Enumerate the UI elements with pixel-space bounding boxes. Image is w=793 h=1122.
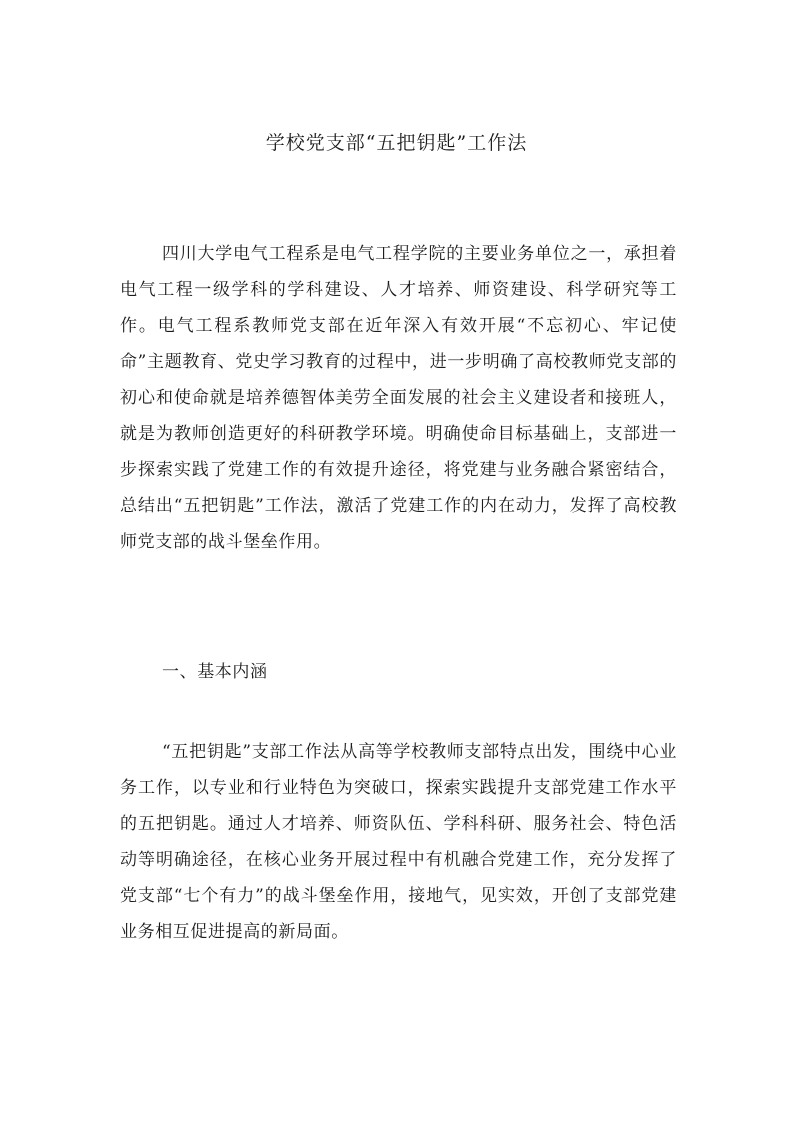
section-paragraph: “五把钥匙”支部工作法从高等学校教师支部特点出发，围绕中心业务工作，以专业和行业特色为突破口，探索实践提升支部党建工作水平的五把钥匙。通过人才培养、师资队伍、学科科研、服务社会、特色活动等明确途径，在核心业务开展过程中有机融合党建工作，充分发挥了党支部“七个有力”的战斗堡垒作用，接地气，见实效，开创了支部党建业务相互促进提高的新局面。 (120, 742, 677, 942)
document-title: 学校党支部“五把钥匙”工作法 (265, 132, 528, 154)
section-heading: 一、基本内涵 (162, 662, 268, 682)
intro-paragraph: 四川大学电气工程系是电气工程学院的主要业务单位之一，承担着电气工程一级学科的学科建设、人才培养、师资建设、科学研究等工作。电气工程系教师党支部在近年深入有效开展“不忘初心、牢记使命”主题教育、党史学习教育的过程中，进一步明确了高校教师党支部的初心和使命就是培养德智体美劳全面发展的社会主义建设者和接班人，就是为教师创造更好的科研教学环境。明确使命目标基础上，支部进一步探索实践了党建工作的有效提升途径，将党建与业务融合紧密结合，总结出“五把钥匙”工作法，激活了党建工作的内在动力，发挥了高校教师党支部的战斗堡垒作用。 (120, 244, 677, 552)
